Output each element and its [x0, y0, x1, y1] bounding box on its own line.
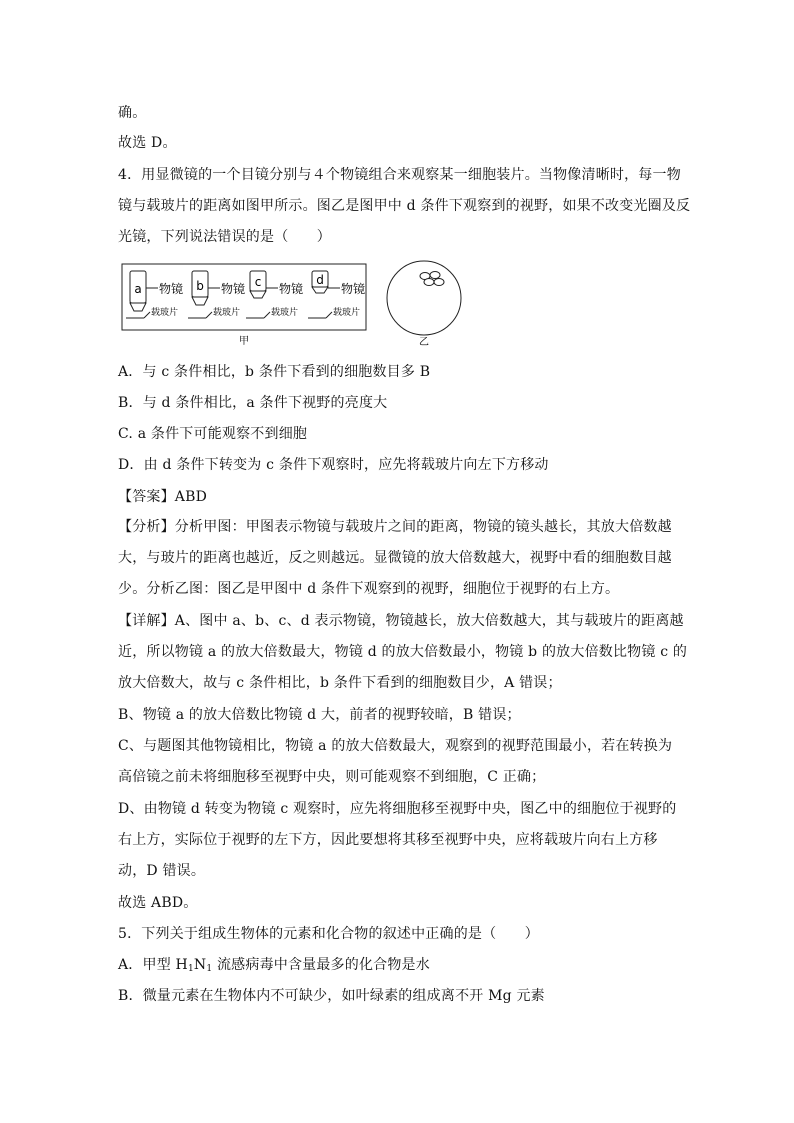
- objective-lens-b: [188, 271, 245, 318]
- figure-jia-frame: [122, 264, 366, 330]
- subscript: 1: [187, 964, 194, 974]
- lens-d-label: d: [316, 273, 324, 287]
- lens-b-label: b: [196, 279, 204, 293]
- analysis-line: 【分析】分析甲图：甲图表示物镜与载玻片之间的距离，物镜的镜头越长，其放大倍数越: [118, 519, 672, 535]
- conclusion: 故选 ABD。: [118, 895, 198, 911]
- q5-option-a-pre: A．甲型 H: [118, 957, 188, 973]
- lens-a-label: a: [134, 282, 142, 296]
- cell-icon: [424, 279, 434, 286]
- question-5-stem: 5．下列关于组成生物体的元素和化合物的叙述中正确的是（ ）: [118, 926, 539, 942]
- q5-option-a-post: 流感病毒中含量最多的化合物是水: [212, 957, 430, 973]
- objective-label: 物镜: [341, 282, 366, 296]
- objective-lens-a: [126, 271, 183, 318]
- option-a: A．与 c 条件相比，b 条件下看到的细胞数目多 B: [118, 364, 431, 380]
- detail-line: 右上方，实际位于视野的左下方，因此要想将其移至视野中央，应将载玻片向右上方移: [118, 832, 658, 848]
- microscope-figure: [118, 258, 478, 350]
- slide-label: 载玻片: [271, 308, 299, 318]
- q5-option-a: [118, 955, 430, 975]
- objective-label: 物镜: [159, 282, 184, 296]
- detail-line: 动，D 错误。: [118, 863, 206, 879]
- detail-line: 【详解】A、图中 a、b、c、d 表示物镜，物镜越长，放大倍数越大，其与载玻片的距离越: [118, 613, 684, 629]
- detail-line: D、由物镜 d 转变为物镜 c 观察时，应先将细胞移至视野中央，图乙中的细胞位于视野的: [118, 801, 677, 817]
- figure-svg: [118, 258, 478, 350]
- answer: 【答案】ABD: [118, 489, 208, 505]
- caption-jia: 甲: [239, 336, 249, 347]
- slide-label: 载玻片: [333, 308, 361, 318]
- question-4-stem: 镜与载玻片的距离如图甲所示。图乙是图甲中 d 条件下观察到的视野，如果不改变光圈及反: [118, 198, 691, 214]
- q5-option-a-mid: N: [193, 957, 207, 973]
- objective-label: 物镜: [221, 282, 246, 296]
- option-c: C. a 条件下可能观察不到细胞: [118, 426, 308, 442]
- analysis-line: 少。分析乙图：图乙是甲图中 d 条件下观察到的视野，细胞位于视野的右上方。: [118, 581, 620, 597]
- detail-line: B、物镜 a 的放大倍数比物镜 d 大，前者的视野较暗，B 错误；: [118, 707, 521, 723]
- caption-yi: 乙: [419, 337, 429, 348]
- slide-label: 载玻片: [151, 308, 179, 318]
- cell-icon: [430, 272, 440, 279]
- detail-line: 近，所以物镜 a 的放大倍数最大，物镜 d 的放大倍数最小，物镜 b 的放大倍数比物镜 c 的: [118, 644, 688, 660]
- objective-lens-d: [308, 271, 365, 318]
- objective-lens-c: [246, 271, 303, 318]
- text-line: 确。: [118, 105, 147, 121]
- field-of-view-yi: [387, 261, 461, 335]
- cell-icon: [434, 279, 444, 286]
- analysis-line: 大，与玻片的距离也越近，反之则越远。显微镜的放大倍数越大，视野中看的细胞数目越: [118, 550, 672, 566]
- question-4-stem: 光镜，下列说法错误的是（ ）: [118, 229, 331, 245]
- detail-line: C、与题图其他物镜相比，物镜 a 的放大倍数最大，观察到的视野范围最小，若在转换为: [118, 738, 673, 754]
- objective-label: 物镜: [279, 282, 304, 296]
- text-line: 故选 D。: [118, 135, 177, 151]
- detail-line: 高倍镜之前未将细胞移至视野中央，则可能观察不到细胞，C 正确；: [118, 769, 546, 785]
- option-d: D．由 d 条件下转变为 c 条件下观察时，应先将载玻片向左下方移动: [118, 457, 549, 473]
- q5-option-b: B．微量元素在生物体内不可缺少，如叶绿素的组成离不开 Mg 元素: [118, 988, 545, 1004]
- slide-label: 载玻片: [213, 308, 241, 318]
- detail-line: 放大倍数大，故与 c 条件相比，b 条件下看到的细胞数目少，A 错误；: [118, 675, 562, 691]
- lens-c-label: c: [254, 275, 262, 289]
- option-b: B．与 d 条件相比，a 条件下视野的亮度大: [118, 395, 388, 411]
- subscript: 1: [206, 964, 213, 974]
- question-4-stem: 4．用显微镜的一个目镜分别与４个物镜组合来观察某一细胞装片。当物像清晰时，每一物: [118, 167, 681, 183]
